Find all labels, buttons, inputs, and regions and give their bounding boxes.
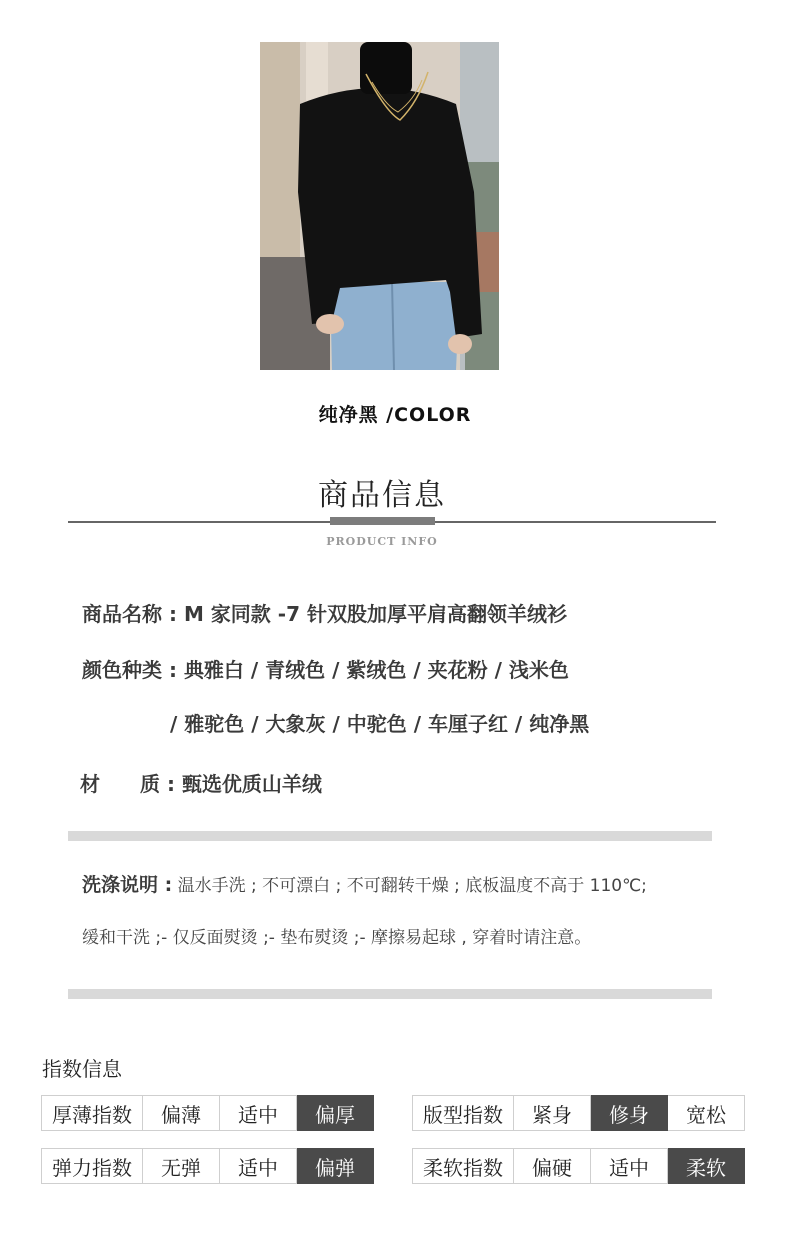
index-label: 版型指数 xyxy=(413,1096,514,1131)
color-options-line1: 典雅白 / 青绒色 / 紫绒色 / 夹花粉 / 浅米色 xyxy=(183,658,569,682)
index-label: 弹力指数 xyxy=(42,1149,143,1184)
index-option: 适中 xyxy=(220,1096,297,1131)
index-option: 偏硬 xyxy=(514,1149,591,1184)
wash-text-1: 温水手洗 ; 不可漂白 ; 不可翻转干燥 ; 底板温度不高于 110℃; xyxy=(177,876,647,896)
index-option: 无弹 xyxy=(143,1149,220,1184)
color-options-row xyxy=(82,654,569,683)
material-label: 材 质 : xyxy=(80,772,175,796)
material-row xyxy=(80,768,322,797)
index-option-selected: 修身 xyxy=(591,1096,668,1131)
wash-instructions-line1 xyxy=(82,870,647,897)
wash-instructions-line2: 缓和干洗 ;- 仅反面熨烫 ;- 垫布熨烫 ;- 摩擦易起球 , 穿着时请注意。 xyxy=(82,928,592,948)
material-value: 甄选优质山羊绒 xyxy=(181,772,322,796)
index-row-softness xyxy=(413,1149,745,1184)
index-option-selected: 偏弹 xyxy=(297,1149,374,1184)
index-row-thickness xyxy=(42,1096,374,1131)
divider-bar xyxy=(68,831,712,841)
product-name-label: 商品名称 : xyxy=(82,602,177,626)
section-title: 商品信息 xyxy=(318,478,446,513)
index-row-fit xyxy=(413,1096,745,1131)
product-photo xyxy=(260,42,499,370)
index-option: 紧身 xyxy=(514,1096,591,1131)
product-name-value: M 家同款 -7 针双股加厚平肩高翻领羊绒衫 xyxy=(183,602,567,626)
index-option-selected: 柔软 xyxy=(668,1149,745,1184)
index-table-right xyxy=(412,1095,745,1184)
index-option: 适中 xyxy=(220,1149,297,1184)
section-subtitle: PRODUCT INFO xyxy=(326,535,438,548)
index-label: 厚薄指数 xyxy=(42,1096,143,1131)
title-accent-bar xyxy=(330,517,435,525)
color-options-label: 颜色种类 : xyxy=(82,658,177,682)
color-options-line2: / 雅驼色 / 大象灰 / 中驼色 / 车厘子红 / 纯净黑 xyxy=(170,712,590,736)
index-row-elasticity xyxy=(42,1149,374,1184)
model-wearing-black-turtleneck xyxy=(260,42,499,370)
index-title: 指数信息 xyxy=(42,1057,122,1081)
divider-bar xyxy=(68,989,712,999)
index-option: 偏薄 xyxy=(143,1096,220,1131)
index-table-left xyxy=(41,1095,374,1184)
index-option-selected: 偏厚 xyxy=(297,1096,374,1131)
index-label: 柔软指数 xyxy=(413,1149,514,1184)
index-option: 适中 xyxy=(591,1149,668,1184)
index-option: 宽松 xyxy=(668,1096,745,1131)
color-caption: 纯净黑 /COLOR xyxy=(318,404,472,426)
wash-label: 洗涤说明 : xyxy=(82,874,173,896)
product-name-row xyxy=(82,598,567,627)
